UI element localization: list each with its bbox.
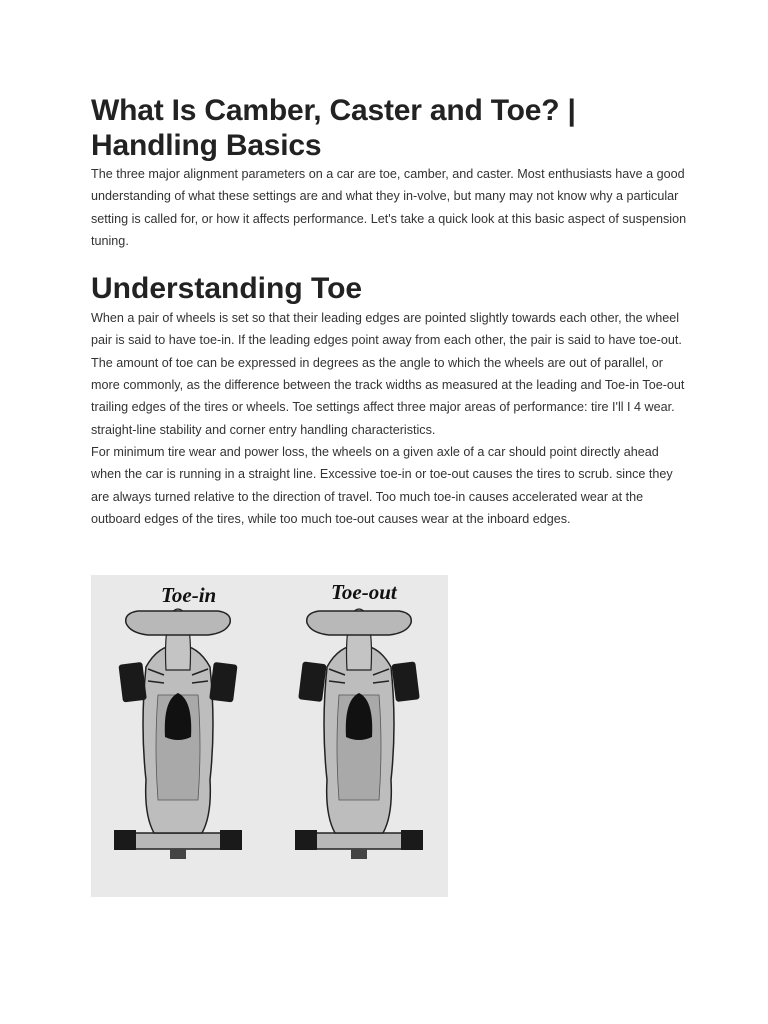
toe-diagram: [91, 575, 448, 897]
toe-in-label: Toe-in: [161, 583, 217, 607]
intro-paragraph: The three major alignment parameters on a car are toe, camber, and caster. Most enthusiasts have a good understanding of what these settings are and what they in-volve, but many may not know why a particular setting is called for, or how it affects performance. Let's take a quick look at this basic aspect of suspension tuning.: [91, 167, 687, 248]
section-heading: Understanding Toe: [91, 272, 363, 306]
toe-diagram-figure: [91, 575, 448, 897]
article: [91, 93, 691, 530]
toe-paragraph-1: When a pair of wheels is set so that their leading edges are pointed slightly towards each other, the wheel pair is said to have toe-in. If the leading edges point away from each other, the pair is said to have toe-out. The amount of toe can be expressed in degrees as the angle to which the wheels are out of parallel, or more commonly, as the difference between the track widths as measured at the leading and Toe-in Toe-out trailing edges of the tires or wheels. Toe settings affect three major areas of performance: tire I'll I 4 wear. straight-line stability and corner entry handling characteristics.: [91, 311, 685, 437]
toe-out-label: Toe-out: [331, 580, 397, 604]
article-title: What Is Camber, Caster and Toe? | Handling Basics: [91, 94, 576, 162]
toe-in-car: [114, 609, 242, 859]
toe-paragraph-2: For minimum tire wear and power loss, the wheels on a given axle of a car should point directly ahead when the car is running in a straight line. Excessive toe-in or toe-out causes the tires to scrub. since they are always turned relative to the direction of travel. Too much toe-in causes accelerated wear at the outboard edges of the tires, while too much toe-out causes wear at the inboard edges.: [91, 444, 673, 526]
toe-out-car: [295, 609, 423, 859]
